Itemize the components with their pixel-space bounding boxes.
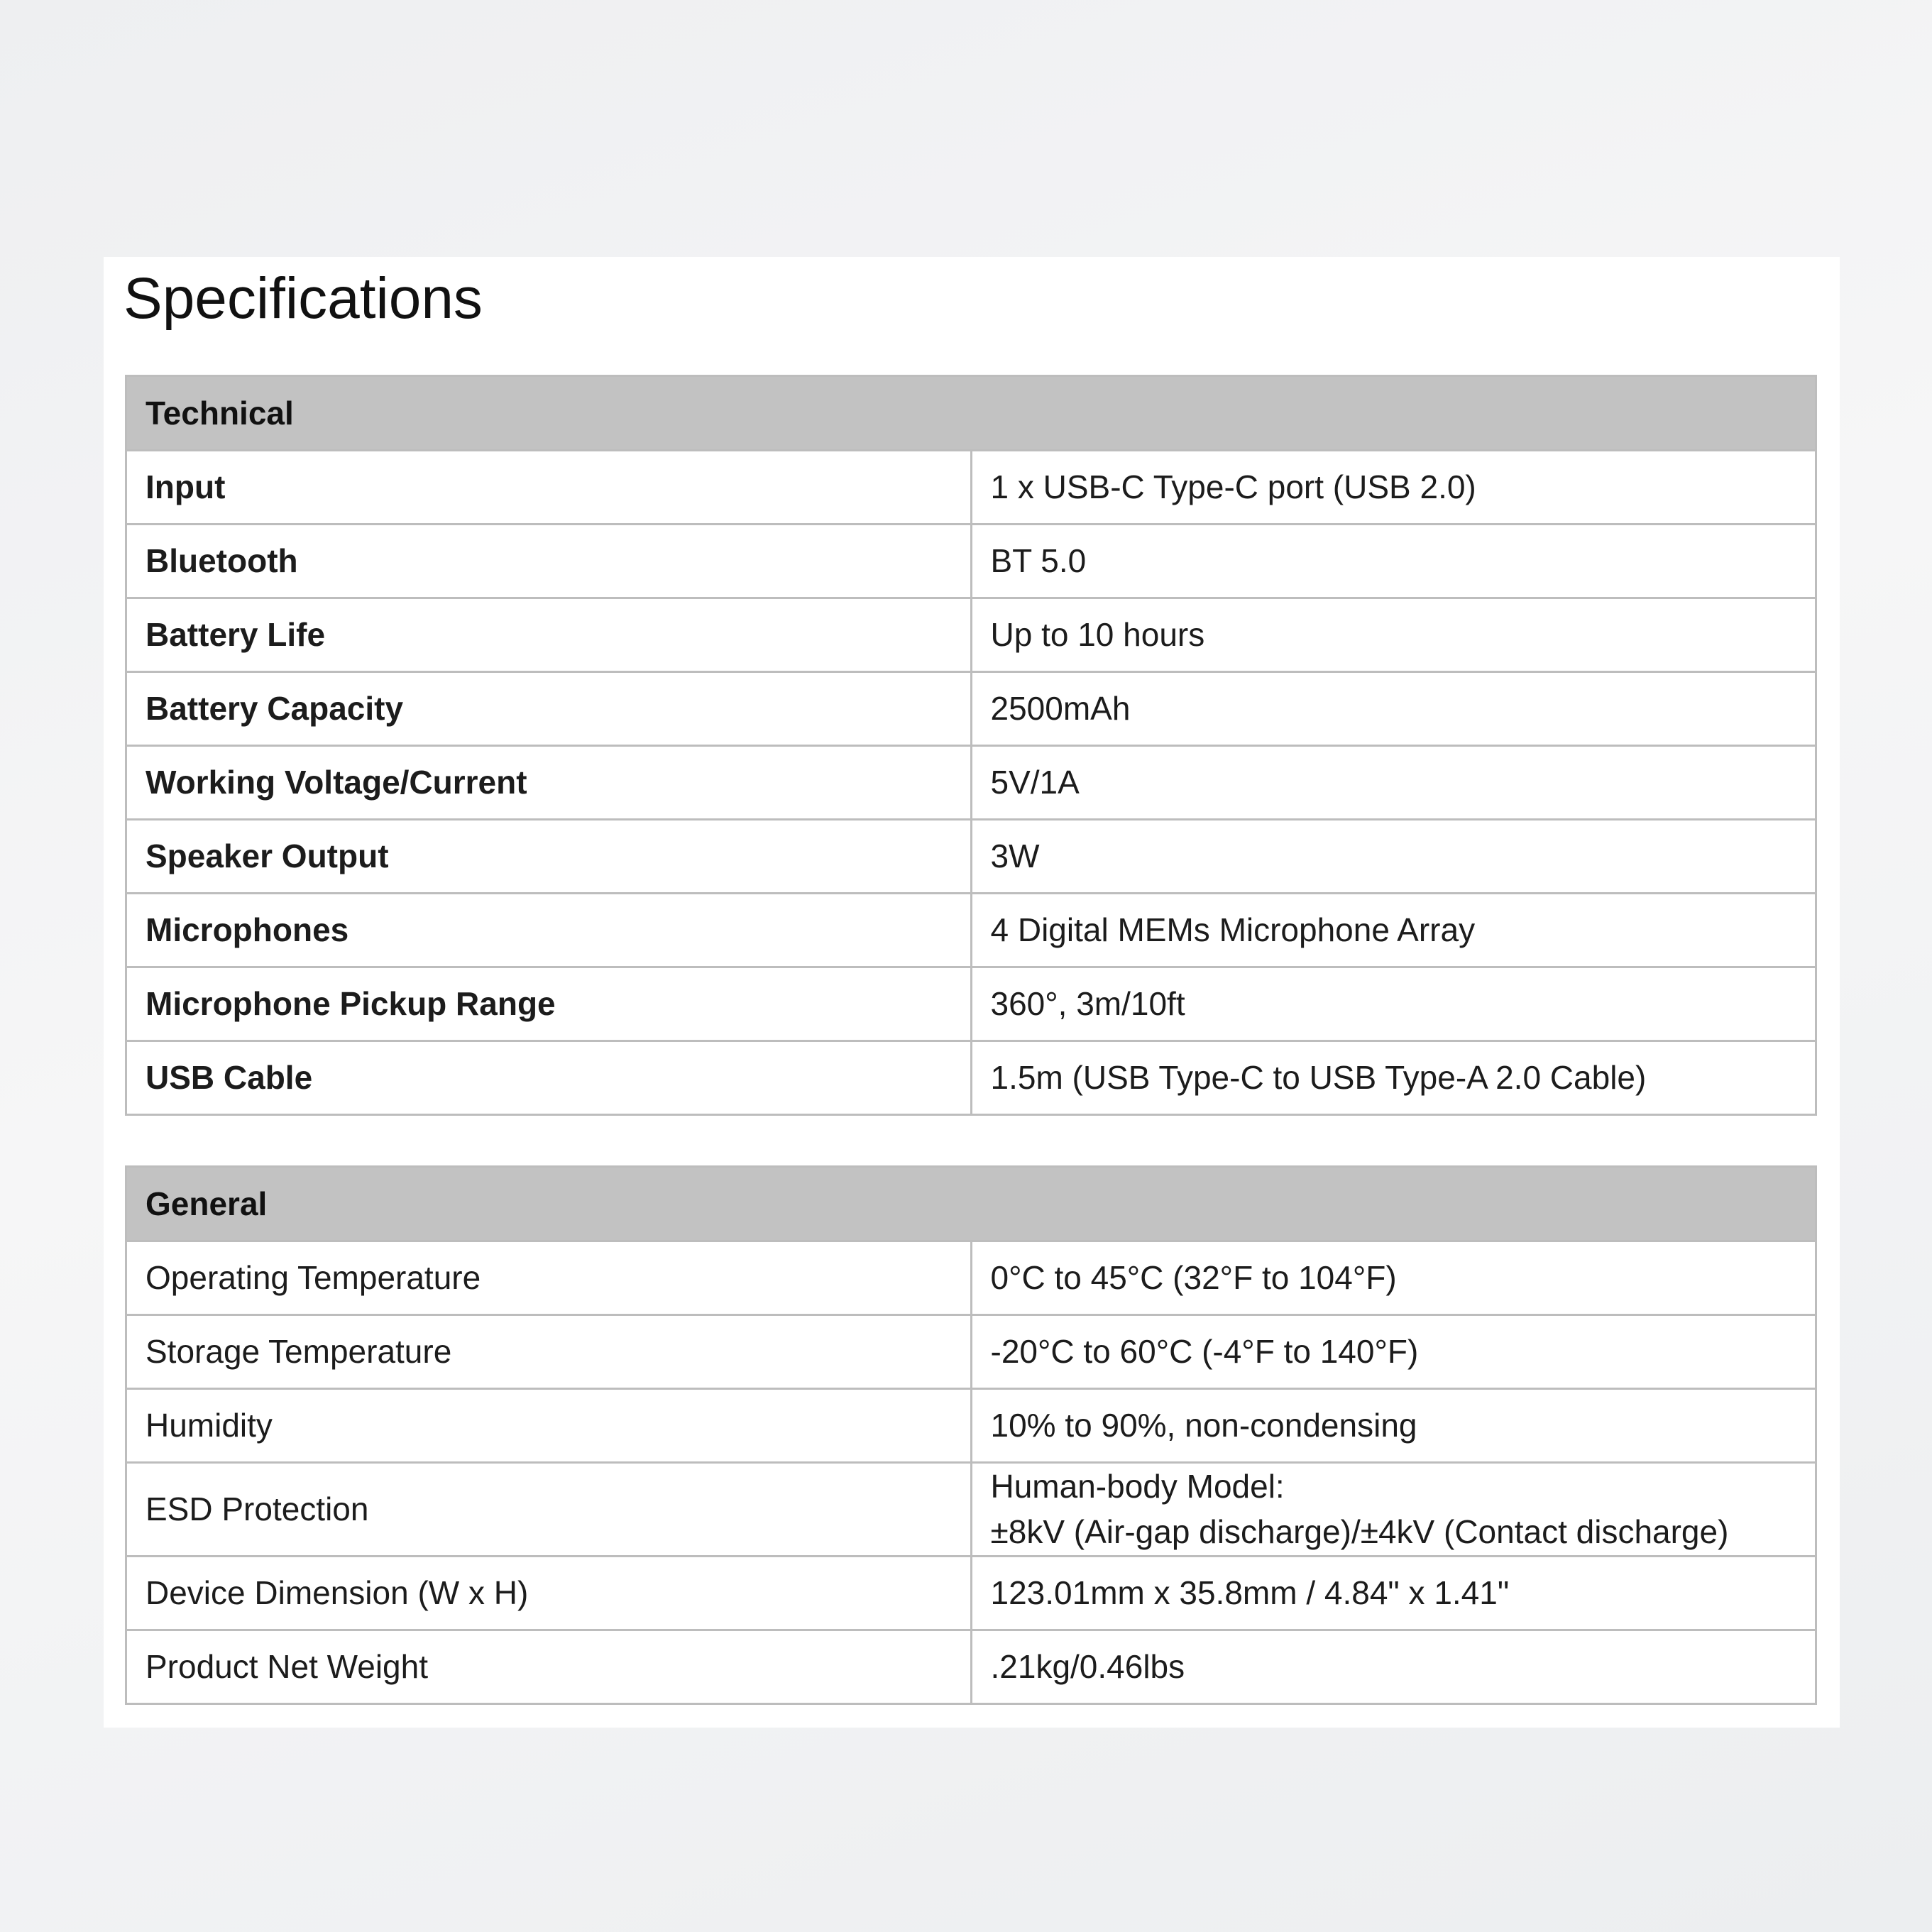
spec-value: 1.5m (USB Type-C to USB Type-A 2.0 Cable) [971,1041,1816,1115]
general-section-header: General [126,1167,1816,1241]
spec-label: Working Voltage/Current [126,746,972,820]
table-row [126,1630,1816,1703]
spec-value: 10% to 90%, non-condensing [971,1389,1816,1463]
spec-value: .21kg/0.46lbs [971,1630,1816,1703]
spec-label: Bluetooth [126,525,972,598]
spec-label: Operating Temperature [126,1241,972,1315]
table-row [126,598,1816,672]
table-row [126,746,1816,820]
spec-label: Product Net Weight [126,1630,972,1703]
spec-label: Speaker Output [126,820,972,894]
table-row [126,1389,1816,1463]
page-title: Specifications [124,266,483,331]
spec-value: 4 Digital MEMs Microphone Array [971,894,1816,967]
spec-value: 1 x USB-C Type-C port (USB 2.0) [971,451,1816,525]
technical-section-header: Technical [126,376,1816,451]
spec-label: ESD Protection [126,1463,972,1557]
table-header-row [126,1167,1816,1241]
spec-label: Humidity [126,1389,972,1463]
table-row [126,967,1816,1041]
general-spec-table [125,1165,1817,1705]
spec-value: Up to 10 hours [971,598,1816,672]
spec-value: 0°C to 45°C (32°F to 104°F) [971,1241,1816,1315]
spec-label: Microphones [126,894,972,967]
table-row [126,1315,1816,1389]
table-row [126,1241,1816,1315]
table-row [126,525,1816,598]
table-row [126,451,1816,525]
specifications-card [104,257,1840,1728]
spec-label: USB Cable [126,1041,972,1115]
spec-label: Device Dimension (W x H) [126,1556,972,1630]
technical-spec-table [125,375,1817,1116]
spec-value-line: Human-body Model: [990,1468,1285,1505]
spec-value: 2500mAh [971,672,1816,746]
spec-label: Storage Temperature [126,1315,972,1389]
table-row [126,1463,1816,1557]
table-row [126,820,1816,894]
spec-value: BT 5.0 [971,525,1816,598]
spec-label: Microphone Pickup Range [126,967,972,1041]
table-row [126,672,1816,746]
spec-value: 5V/1A [971,746,1816,820]
spec-label: Battery Life [126,598,972,672]
spec-value-line: ±8kV (Air-gap discharge)/±4kV (Contact discharge) [990,1513,1729,1551]
table-header-row [126,376,1816,451]
table-row [126,1556,1816,1630]
spec-label: Battery Capacity [126,672,972,746]
table-row [126,1041,1816,1115]
spec-value [971,1463,1816,1557]
spec-label: Input [126,451,972,525]
spec-value: -20°C to 60°C (-4°F to 140°F) [971,1315,1816,1389]
table-row [126,894,1816,967]
spec-value: 3W [971,820,1816,894]
spec-value: 360°, 3m/10ft [971,967,1816,1041]
spec-value: 123.01mm x 35.8mm / 4.84" x 1.41" [971,1556,1816,1630]
